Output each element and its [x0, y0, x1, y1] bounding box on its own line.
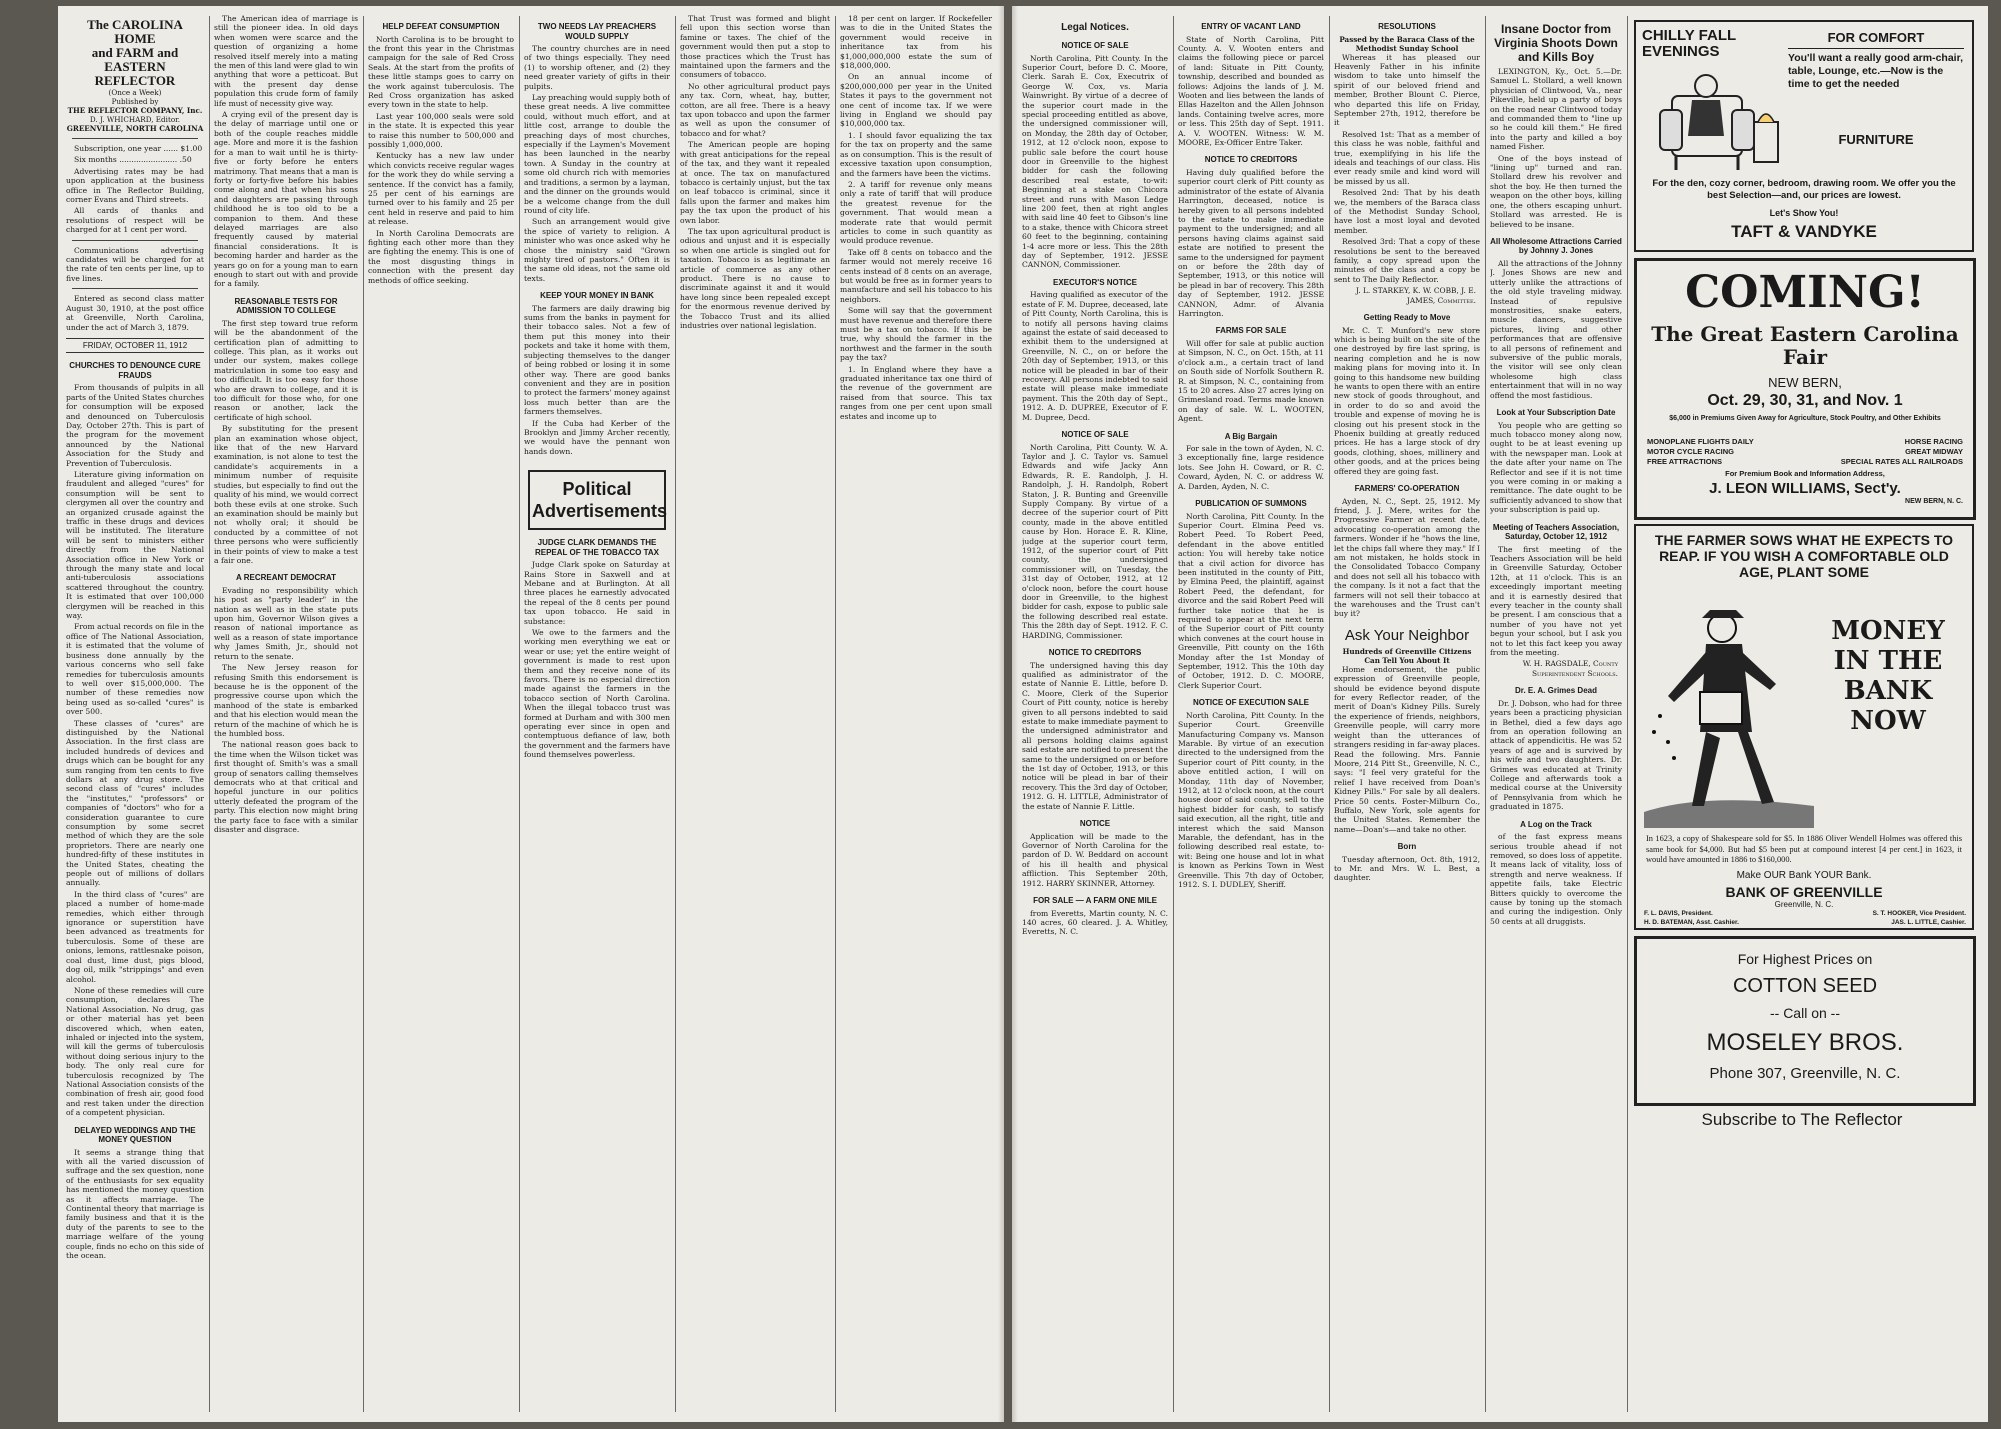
article-headline: A Log on the Track [1520, 819, 1592, 829]
article-headline: Meeting of Teachers Association, Saturday, October 12, 1912 [1492, 522, 1620, 542]
notice-text: North Carolina, Pitt County. In the Superior Court. Elmina Peed vs. Robert Peed. To Robert Peed, defendant in the above entitled action: You will hereby take notice that a civil action for divorce has been instituted in the county of Pitt, by Elmina Peed, the plaintiff, against Robert Peed, the defendant, for divorce and the said Robert Peed will further take notice that he is required to appear at the next term of the Superior court of Pitt county which convenes at the court house in Greenville, Pitt county on the 16th Monday after the 1st Monday of September, 1912. This the 10th day of October, 1912. D. C. MOORE, Clerk Superior Court. [1178, 511, 1324, 690]
article-paragraph: No other agricultural product pays any tax. Corn, wheat, hay, butter, cotton, are all free. There is a heavy tax upon tobacco and upon the farmer as well as upon the consumer of tobacco and for what? [680, 81, 830, 138]
notice-headline: ENTRY OF VACANT LAND [1201, 22, 1301, 31]
shakespeare-interest-copy: In 1623, a copy of Shakespeare sold for $5. In 1886 Oliver Wendell Holmes was offered this same book for $4,000. But had $5 been put at compound interest [4 per cent.] in 1623, it would have amounted in 1886 to $160,000. [1646, 834, 1962, 864]
notice-text: North Carolina, Pitt County. In the Superior Court, before D. C. Moore, Clerk. Sarah E. Cox, Executrix of George W. Cox, vs. Maria Wainwright. By virtue of a decree of the superior court made in the special proceeding entitled as above, the undersigned commissioner will, on Monday, the 28th day of October, 1912, at 12 o'clock noon, expose to public sale before the court house door in Greenville to the highest bidder for cash the following described real estate, to-wit: Beginning at a stake on Chicora street and runs with Mason Ledge line 200 feet, then at right angles with said line 40 feet to Gibson's line to a stake, thence with Chicora street 60 feet to the beginning, containing 1-4 acre more or less. This the 28th day of September, 1912. JESSE CANNON, Commissioner. [1022, 53, 1168, 270]
issue-date: FRIDAY, OCTOBER 11, 1912 [66, 338, 204, 353]
bank-name: BANK OF GREENVILLE [1725, 884, 1883, 900]
article-paragraph: From actual records on file in the office of The National Association, it is estimated that the volume of business done annually by the various concerns who sell fake remedies for tuberculosis amounts to well over $15,000,000. The number of these remedies now being used as so-called "cures" is over 500. [66, 622, 204, 717]
notice-headline: NOTICE TO CREDITORS [1204, 155, 1298, 165]
article-headline: Getting Ready to Move [1363, 313, 1451, 323]
notice-text: Application will be made to the Governor of North Carolina for the pardon of D. W. Beddard on account of his ill health and physical affliction. This September 20th, 1912. HARRY SKINNER, Attorney. [1022, 831, 1168, 888]
great-eastern-carolina-fair-ad [1634, 258, 1976, 520]
fair-name: The Great Eastern Carolina Fair [1651, 322, 1959, 369]
notice-headline: FARMS FOR SALE [1215, 326, 1287, 336]
armchair-illustration [1642, 66, 1782, 174]
notice-headline: FOR SALE — A FARM ONE MILE [1033, 896, 1157, 905]
bank-city: Greenville, N. C. [1774, 900, 1834, 909]
divider [72, 288, 198, 289]
article-headline: KEEP YOUR MONEY IN BANK [540, 291, 654, 301]
notice-headline: NOTICE TO CREDITORS [1048, 648, 1142, 658]
article-paragraph: Judge Clark spoke on Saturday at Rains Store in Saxwell and at Mebane and at Burlington. At all three places he earnestly advocated the repeal of the 8 cents per pound tax upon tobacco. He said in substance: [524, 560, 670, 626]
article-headline: DELAYED WEDDINGS AND THE MONEY QUESTION [74, 1125, 196, 1145]
article-headline: RESOLUTIONS [1378, 22, 1436, 31]
column-rule [209, 16, 210, 1412]
newspaper-page-left [58, 6, 1004, 1422]
article-subheadline: Passed by the Baraca Class of the Methodist Sunday School [1339, 34, 1475, 53]
article-paragraph: These classes of "cures" are distinguished by the National Association. In the first class are included hundreds of devices and drugs which can be bought for any sum ranging from ten cents to five dollars at any drug store. The second class of "cures" includes the "institutes," "professors" or companies of "doctors" who for a consideration guarantee to cure consumption by some secret method of which they are the sole proprietors. There are nearly one hundred-fifty of these institutes in the United States, cheating the people out of millions of dollars annually. [66, 718, 204, 888]
article-paragraph: In North Carolina Democrats are fighting each other more than they are fighting the enemy. This is one of the most disgusting things in connection with the present day methods of office seeking. [368, 228, 514, 285]
legal-column-1 [1022, 14, 1168, 1414]
masthead-publisher: THE REFLECTOR COMPANY, Inc. [67, 106, 203, 115]
column-rule [1329, 16, 1330, 1412]
article-paragraph: Some will say that the government must have revenue and therefore there must be a tax on tobacco. If this be true, why should the farmer in the northwest and the farmer in the south pay the tax? [840, 306, 992, 363]
six-months-rate: Six months ........................ .50 [74, 155, 192, 165]
masthead-location: GREENVILLE, NORTH CAROLINA [66, 124, 204, 133]
legal-notices-header: Legal Notices. [1061, 22, 1129, 33]
subscribe-to-reflector: Subscribe to The Reflector [1701, 1110, 1903, 1129]
article-paragraph: Kentucky has a new law under which convicts receive regular wages for the work they do while serving a sentence. If the convict has a family, 25 per cent of his earnings are turned over to his family and 25 per cent held in reserve and paid to him at release. [368, 151, 514, 227]
newspaper-page-right [1012, 6, 1988, 1422]
article-headline: Dr. E. A. Grimes Dead [1515, 686, 1597, 696]
column-3 [368, 14, 514, 1414]
article-paragraph: LEXINGTON, Ky., Oct. 5.—Dr. Samuel L. Stollard, a well known physician of Clintwood, Va., near Pikeville, held up a party of boys on the road near Clintwood today and commanded them to "line up so he could kill them." He fired into the party and killed a boy named Fisher. [1490, 67, 1622, 152]
article-headline: A RECREANT DEMOCRAT [236, 573, 336, 583]
article-paragraph: If the Cuba had Kerber of the Brooklyn and Jimmy Archer recently, we would have the pennant won hands down. [524, 418, 670, 456]
moseley-bros-cotton-seed-ad [1634, 936, 1976, 1106]
superintendent-signature: W. H. RAGSDALE, County Superintendent Schools. [1522, 659, 1618, 678]
masthead-title [66, 18, 204, 88]
article-paragraph: A crying evil of the present day is the delay of marriage until one or both of the couple reaches middle age. More and more it is the fashion for a man to wait until he is thirty-five or forty before he enters matrimony. That means that a man is forty or forty-five before his babies come along and that when his sons and daughters are passing through childhood he is too old to be a companion to them. And these delayed marriages are also frequently caused by material financial considerations. It is becoming harder and harder as the years go on for a young man to earn enough to start out with and provide for a family. [214, 110, 358, 289]
masthead-editor: D. J. WHICHARD, Editor. [89, 115, 181, 124]
fair-secretary-city: NEW BERN, N. C. [1905, 498, 1963, 505]
article-paragraph: Literature giving information on fraudulent and alleged "cures" for consumption will be sent to clergymen all over the country and an organized crusade against the traffic in these drugs and devices will be instituted. The literature will be sent to ministers either directly from the National Association office in New York or through the many state and local anti-tuberculosis associations scattered throughout the country. It is estimated that over 100,000 clergymen will be reached in this way. [66, 469, 204, 621]
article-headline: CHURCHES TO DENOUNCE CURE FRAUDS [69, 361, 201, 380]
article-paragraph: The New Jersey reason for refusing Smith this endorsement is because he is the opponent of the progressive course upon which the manhood of the state is embarked and that his election would mean the return of the machine of which he is the humbled boss. [214, 663, 358, 738]
fair-railroad-rates: SPECIAL RATES ALL RAILROADS [1840, 457, 1963, 466]
notice-headline: NOTICE OF SALE [1061, 41, 1129, 50]
article-headline: Ask Your Neighbor [1344, 626, 1470, 644]
legal-column-2 [1178, 14, 1324, 1414]
notice-text: from Everetts, Martin county, N. C. 140 acres, 60 cleared. J. A. Whitley, Everetts, N. C. [1022, 908, 1168, 937]
article-paragraph: Resolved 2nd: That by his death we, the members of the Baraca class of the Methodist Sunday School, have lost a most loyal and devoted member. [1334, 188, 1480, 235]
article-paragraph: The American idea of marriage is still the pioneer idea. In old days when women were scarce and the question of organizing a home resolved itself merely into a mating the men of this land were glad to win anything that wore a petticoat. But with the present day dense population this crude form of family life must of necessity give way. [214, 14, 358, 108]
coming-heading: COMING! [1685, 267, 1925, 318]
fair-dates: Oct. 29, 30, 31, and Nov. 1 [1707, 392, 1903, 409]
article-paragraph: of the fast express means serious trouble ahead if not removed, so does loss of appetite. It means lack of vitality, loss of strength and nerve weakness. If appetite fails, take Electric Bitters quickly to overcome the cause by toning up the stomach and curing the indigestion. Only 50 cents at all druggists. [1490, 832, 1622, 926]
column-rule [1173, 16, 1174, 1412]
entered-as-second-class: Entered as second class matter August 30, 1910, at the post office at Greenville, North Carolina, under the act of March 3, 1879. [66, 294, 204, 332]
column-rule [835, 16, 836, 1412]
article-paragraph: 1. In England where they have a graduated inheritance tax one third of the revenue of the government are raised from that source. This tax ranges from one per cent upon small estates and income up to [840, 364, 992, 421]
masthead-published-by: Published by [111, 97, 159, 106]
notice-headline: EXECUTOR'S NOTICE [1053, 277, 1137, 287]
article-paragraph: The first step toward true reform will be the abandonment of the certification plan of admitting to college. This plan, as it works out under our system, makes college matriculation in some too easy and too difficult. It is too easy for those who are drawn to college, and it is too difficult for those who, for one reason or another, lack the certificate of high school. [214, 318, 358, 422]
fair-premium-book: For Premium Book and Information Address, [1725, 469, 1885, 478]
article-paragraph: All the attractions of the Johnny J. Jones Shows are new and utterly unlike the attractions of the old style traveling midway. Instead of repulsive monstrosities, snake eaters, muscle dancers, suggestive pictures, living and other performances that are offensive to all persons of refinement and subversive of the public morals, the visitor will see only clean wholesome high class entertainment that will in no way offend the most fastidious. [1490, 258, 1622, 400]
taft-vandyke-name: TAFT & VANDYKE [1731, 222, 1877, 241]
notice-text: North Carolina, Pitt County. W. A. Taylor and J. C. Taylor vs. Samuel Edwards and wife Jacky Ann Edwards, R. E. Randolph, J. H. Randolph, J. H. Randolph, Robert Staton, J. R. Bunting and Greenville Supply Company. By virtue of a decree of the superior court of Pitt county, made in the above entitled cause by Hon. Horace E. R. Kline, judge at the superior court term, 1912, of the superior court of Pitt county, the undersigned commissioner will, on Tuesday, the 31st day of October, 1912, at 12 o'clock noon, before the court house door in Greenville, to the highest bidder for cash, expose to public sale the following described real estate. This the 28th day of Sept. 1912. F. C. HARDING, Commissioner. [1022, 442, 1168, 640]
article-paragraph: The farmers are daily drawing big sums from the banks in payment for their tobacco sales. Not a few of them put this money into their pockets and take it home with them, subjecting themselves to the danger of being robbed or losing it in some other way. There are good banks convenient and they are in position to protect the farmers' money against loss much better than are the farmers themselves. [524, 303, 670, 417]
article-headline: Look at Your Subscription Date [1496, 408, 1616, 417]
notice-headline: NOTICE OF EXECUTION SALE [1192, 698, 1309, 708]
notice-headline: A Big Bargain [1224, 431, 1278, 441]
notice-headline: NOTICE OF SALE [1061, 430, 1129, 440]
fair-flights: MONOPLANE FLIGHTS DAILY [1647, 437, 1754, 446]
article-paragraph: Ayden, N. C., Sept. 25, 1912. My friend, J. J. Mere, writes for the Progressive Farmer at recent date, advocating co-operation among the farmers. Wonder if he "hows the line, let the chips fall where they may." If I am not mistaken, he holds stock in the Consolidated Tobacco Company and does not sell all his tobacco with the company. Is it not a fact that the farmers will not sell their tobacco at the warehouses and the Trust can't buy it? [1334, 496, 1480, 619]
article-paragraph: Mr. C. T. Munford's new store which is being built on the site of the one destroyed by fire last spring, is nearing completion and he is now making plans for moving into it. In going to this handsome new building he wants to open there with an entire new stock of goods throughout, and in order to do so and avoid the trouble and expense of moving he is closing out his present stock in the Phoenix building at greatly reduced prices. He has a large stock of dry goods, clothing, shoes, millinery and other goods, and at the prices being offered they are going fast. [1334, 325, 1480, 476]
article-paragraph: One of the boys instead of "lining up" turned and ran. Stollard drew his revolver and shot the boy. He then turned the weapon on the other boys, killing one, the others escaping unhurt. Stollard was arrested. He is believed to be insane. [1490, 153, 1622, 229]
column-6 [840, 14, 992, 1414]
masthead-title-line-3: REFLECTOR [94, 73, 176, 88]
notice-text: The undersigned having this day qualified as administrator of the estate of Nannie E. Little, before D. C. Moore, Clerk of the Superior Court of Pitt county, notice is hereby given to all persons indebted to said estate to make immediate payment to the undersigned administrator and all persons holding claims against said estate are notified to present the same to the undersigned on or before the 1st day of October, 1913, or this notice will be plead in bar of their recovery. This the 3rd day of October, 1912. G. H. LITTLE, Administrator of the estate of Nannie F. Little. [1022, 660, 1168, 811]
article-paragraph: 18 per cent on larger. If Rockefeller was to die in the United States the government would receive in inheritance tax from his $1,000,000,000 estate the sum of $18,000,000. [840, 14, 992, 71]
bank-vice-president: S. T. HOOKER, Vice President. [1872, 910, 1966, 917]
lets-show-you-text: Let's Show You! [1769, 208, 1839, 218]
committee-signature: J. L. STARKEY, K. W. COBB, J. E. JAMES, Committee. [1355, 286, 1476, 305]
moseley-bros-name: MOSELEY BROS. [1706, 1029, 1904, 1056]
article-paragraph: The first meeting of the Teachers Association will be held in Greenville Saturday, October 12th, at 11 o'clock. This is an exceedingly important meeting and it is earnestly desired that every teacher in the county shall be present. I am conscious that a number of you have not yet begun your school, but I ask you not to let this fact keep you away from the meeting. [1490, 544, 1622, 658]
notice-text: Having qualified as executor of the estate of F. M. Dupree, deceased, late of Pitt County, North Carolina, this is to notify all persons having claims against the estate of said deceased to exhibit them to the undersigned at Greenville, N. C., on or before the 20th day of September, 1913, or this notice will be pleaded in bar of their recovery. All persons indebted to said estate will please make immediate payment. This the 20th day of Sept., 1912. A. D. DUPREE, Executor of F. M. Dupree, Decd. [1022, 290, 1168, 422]
fair-horse-racing: HORSE RACING [1904, 437, 1963, 446]
masthead-title-line-1: The CAROLINA HOME [87, 17, 183, 46]
article-headline: Born [1397, 842, 1417, 852]
column-rule [363, 16, 364, 1412]
fair-premiums: $6,000 in Premiums Given Away for Agriculture, Stock Poultry, and Other Exhibits [1669, 415, 1941, 422]
farmer-sows-headline: THE FARMER SOWS WHAT HE EXPECTS TO REAP. IF YOU WISH A COMFORTABLE OLD AGE, PLANT SOME [1654, 532, 1954, 580]
article-paragraph: The American people are hoping with great anticipations for the repeal of the tax, and they want it repealed at once. The tax on manufactured tobacco is certainly unjust, but the tax on leaf tobacco is criminal, since it falls upon the farmer and makes him pay the tax upon the product of his own labor. [680, 140, 830, 225]
article-paragraph: Whereas it has pleased our Heavenly Father in his infinite wisdom to take unto himself the spirit of our beloved friend and member, Brother Blount C. Pierce, who departed this life on Friday, September 27th, 1912, therefore be it [1334, 52, 1480, 128]
column-1 [66, 14, 204, 1414]
political-advertisements-heading: Political Advertisements [528, 470, 666, 530]
page-gutter-shadow [1012, 6, 1018, 1422]
article-paragraph: None of these remedies will cure consumption, declares The National Association. No drug, gas or other material has yet been discovered which, when eaten, inhaled or injected into the system, will kill the germs of tuberculosis without doing serious injury to the body. The only real cure for tuberculosis recognized by The National Association consists of the combination of fresh air, good food and rest taken under the direction of a competent physician. [66, 985, 204, 1118]
call-on-text: -- Call on -- [1769, 1005, 1840, 1021]
masthead-title-line-2: and FARM and EASTERN [91, 45, 179, 74]
bank-cashier: JAS. L. LITTLE, Cashier. [1891, 919, 1966, 926]
page-gutter-shadow [998, 6, 1004, 1422]
article-headline: FARMERS' CO-OPERATION [1354, 484, 1460, 494]
fair-free-attractions: FREE ATTRACTIONS [1647, 457, 1722, 466]
article-paragraph: Take off 8 cents on tobacco and the farmer would not merely receive 16 cents instead of 8 cents on an average, but would be free as in former years to manufacture and sell his tobacco to his neighbors. [840, 247, 992, 304]
den-ad-text: For the den, cozy corner, bedroom, drawing room. We offer you the best Selection—and, our prices are lowest. [1652, 178, 1956, 201]
furniture-heading: FURNITURE [1838, 132, 1914, 147]
article-paragraph: 2. A tariff for revenue only means only a rate of tariff that will produce the greatest revenue for the government. That would mean a moderate rate that would permit articles to come in such quantity as would produce revenue. [840, 179, 992, 246]
masthead-frequency: (Once a Week) [108, 88, 162, 97]
article-paragraph: In the third class of "cures" are placed a number of home-made remedies, which either through ignorance or superstition have been advanced as treatments for tuberculosis. Some of these are onions, lemons, rattlesnake poison, coal dust, lime dust, pigs blood, dog oil, milk "strippings" and even alcohol. [66, 889, 204, 984]
communications-rate: Communications advertising candidates will be charged for at the rate of ten cents per line, up to five lines. [66, 245, 204, 283]
bank-of-greenville-ad [1634, 524, 1974, 930]
advertising-rates: Advertising rates may be had upon application at the business office in The Reflector Building, corner Evans and Third streets. [66, 166, 204, 205]
article-paragraph: Dr. J. Dobson, who had for three years been a practicing physician in Bethel, died a few days ago from an operation following an attack of appendicitis. He was 52 years of age and is survived by his wife and two daughters. Dr. Grimes was educated at Trinity College and afterwards took a medical course at the University of Pennsylvania from which he graduated in 1875. [1490, 698, 1622, 812]
notice-headline: PUBLICATION OF SUMMONS [1195, 499, 1307, 509]
farmer-sowing-illustration [1644, 592, 1814, 828]
column-4 [524, 14, 670, 1414]
column-rule [675, 16, 676, 1412]
article-paragraph: The country churches are in need of two things especially. They need (1) to worship oftener, and (2) they need greater variety of gifts in their pulpits. [524, 44, 670, 91]
notice-text: Having duly qualified before the superior court clerk of Pitt county as administrator of the estate of Alvania Harrington, deceased, notice is hereby given to all persons indebted to the estate to make immediate payment to the undersigned; and all persons having claims against said estate are notified to present the same to the undersigned for payment on or before the 28th day of September, 1913, or this notice will be plead in bar of recovery. This 28th day of September, 1912. JESSE CANNON, Admr. of Alvania Harrington. [1178, 167, 1324, 318]
article-paragraph: Lay preaching would supply both of these great needs. A live committee could, without much effort, and at little cost, arrange to double the preaching days of most churches, especially if the Laymen's Movement has been launched in the nearby town. A Sunday in the country at some old church rich with memories and traditions, a sermon by a layman, and the dinner on the grounds would be a welcome change from the dull round of city life. [524, 93, 670, 215]
article-paragraph: Home endorsement, the public expression of Greenville people, should be evidence beyond dispute for every Reflector reader, of the merit of Doan's Kidney Pills. Surely the experience of friends, neighbors, Greenville people, will carry more weight than the utterances of strangers residing in far-away places. Read the following. Mrs. Fannie Moore, 214 Pitt St., Greenville, N. C., says: "I feel very grateful for the relief I have received from Doan's Kidney Pills." For sale by all dealers. Price 50 cents. Foster-Milburn Co., Buffalo, New York, sole agents for the United States. Remember the name—Doan's—and take no other. [1334, 664, 1480, 834]
column-5 [680, 14, 830, 1414]
article-paragraph: Such an arrangement would give the spice of variety to religion. A minister who was once asked why he chose the ministry said "Grown mighty tired of pastors." Often it is the same old ideas, not the same old texts. [524, 217, 670, 283]
column-rule [1627, 16, 1628, 1412]
notice-text: State of North Carolina, Pitt County. A. V. Wooten enters and claims the following piece or parcel of land: Situate in Pitt County, township, described and bounded as follows: Adjoins the lands of J. M. Wooten and lies between the lands of Ellas Hazelton and the Allen Johnson lands. Containing twelve acres, more or less. This 25th day of Sept. 1911. A. V. WOOTEN. Witness: W. M. MOORE, Ex-Officer Entre Taker. [1178, 34, 1324, 147]
article-paragraph: 1. I should favor equalizing the tax for the tax on property and the same as on consumption. This is the result of excessive taxation upon consumption, and the farmers have been the victims. [840, 130, 992, 178]
highest-prices-text: For Highest Prices on [1737, 951, 1873, 967]
article-paragraph: Resolved 3rd: That a copy of these resolutions be sent to the bereaved family, a copy spread upon the minutes of the class and a copy be sent to The Daily Reflector. [1334, 237, 1480, 284]
bank-president: F. L. DAVIS, President. [1644, 910, 1713, 917]
article-paragraph: North Carolina is to be brought to the front this year in the Christmas campaign for the sale of Red Cross Seals. At the start from the profits of these little stamps goes to carry on the work against tuberculosis. The Red Cross organization has asked every town in the state to help. [368, 34, 514, 110]
article-paragraph: Evading no responsibility which his post as "party leader" in the nation as well as in the state puts upon him, Governor Wilson gives a reason of national importance as well as a reason of state importance why James Smith, Jr., should not return to the senate. [214, 585, 358, 661]
divider [72, 240, 198, 241]
news-column-3 [1334, 14, 1480, 1414]
article-headline: Insane Doctor from Virginia Shoots Down and Kills Boy [1494, 22, 1618, 64]
article-subheadline: Hundreds of Greenville Citizens Can Tell You About It [1342, 646, 1472, 665]
column-2 [214, 14, 358, 1414]
subscription-rate: Subscription, one year ...... $1.00 [74, 144, 203, 153]
cotton-seed-text: COTTON SEED [1732, 975, 1878, 997]
article-paragraph: By substituting for the present plan an examination whose object, like that of the new Harvard examination, is not alone to test the candidate's acquirements in a minimum number of requisite studies, but especially to find out the quality of his mind, we would correct both these evils at one stroke. Such an examination should be mainly but not wholly oral; it should be conducted by a committee of not three persons who were sufficiently in their points of view to make a test a fair one. [214, 424, 358, 565]
article-paragraph: The national reason goes back to the time when the Wilson ticket was first thought of. Smith's was a small group of senators calling themselves democrats who at that critical and hopeful juncture in our politics utterly defeated the program of the party. This election now might bring the party face to face with a similar disaster and disgrace. [214, 740, 358, 834]
article-paragraph: Resolved 1st: That as a member of this class he was noble, faithful and true, exemplifying in his life the ideals and teachings of our class. His ever ready smile and kind word will be missed by us all. [1334, 129, 1480, 186]
for-comfort-heading: FOR COMFORT [1788, 30, 1964, 49]
news-column-4 [1490, 14, 1622, 1414]
chilly-evenings-heading: CHILLY FALL EVENINGS [1642, 27, 1736, 60]
notice-text: For sale in the town of Ayden, N. C. 3 exceptionally fine, large residence lots. See John H. Coward, or R. C. Coward, Ayden, N. C. or address W. A. Darden, Ayden, N. C. [1178, 444, 1324, 491]
taft-vandyke-furniture-ad [1634, 20, 1974, 252]
article-headline: REASONABLE TESTS FOR ADMISSION TO COLLEGE [234, 296, 338, 316]
article-paragraph: You people who are getting so much tobacco money along now, ought to be at least evening up with the newspaper man. Look at the date after your name on The Reflector and see if it is not time you were coming in or making a remittance. The date ought to be sufficiently advanced to show that your subscription is paid up. [1490, 420, 1622, 515]
moseley-bros-phone: Phone 307, Greenville, N. C. [1709, 1065, 1901, 1082]
notice-text: Will offer for sale at public auction at Simpson, N. C., on Oct. 15th, at 11 o'clock a.m., a certain tract of land on South side of Norfolk Southern R. R. at Simpson, N. C., containing from 15 to 20 acres. Also 27 acres lying on Grimesland road. Terms made known on day of sale. W. L. WOOTEN, Agent. [1178, 338, 1324, 424]
article-paragraph: Tuesday afternoon, Oct. 8th, 1912, to Mr. and Mrs. W. L. Best, a daughter. [1334, 854, 1480, 883]
fair-secretary: J. LEON WILLIAMS, Sect'y. [1709, 480, 1901, 497]
article-headline: HELP DEFEAT CONSUMPTION [382, 22, 500, 31]
article-paragraph: On an annual income of $200,000,000 per year in the United States it pays to the government not one cent of income tax. If we were living in England we should pay $10,000,000 tax. [840, 72, 992, 129]
fair-city: NEW BERN, [1768, 375, 1842, 390]
bank-asst-cashier: H. D. BATEMAN, Asst. Cashier. [1644, 919, 1739, 926]
article-paragraph: Last year 100,000 seals were sold in the state. It is expected this year to raise this number to 500,000 and possibly 1,000,000. [368, 111, 514, 149]
article-paragraph: We owe to the farmers and the working men everything we eat or wear or use; yet the entire weight of government is made to rest upon them and they receive none of its favors. There is no especial direction made against the farmers in the tobacco section of North Carolina. When the illegal tobacco trust was formed at Durham and with 300 men operating ever since in open and contemptuous defiance of law, both the government and the farmers have found themselves powerless. [524, 628, 670, 760]
article-paragraph: That Trust was formed and blight fell upon this section worse than famine or taxes. The chief of the government would then put a stop to those practices which the Trust has maintained upon the farmers and the consumers of tobacco. [680, 14, 830, 80]
notice-text: North Carolina, Pitt County. In the Superior Court. Greenville Manufacturing Company vs. Manson Marable. By virtue of an execution directed to the undersigned from the Superior court of Pitt county, in the above entitled action, I will on Monday, 11th day of November, 1912, at 12 o'clock noon, at the court house door of said county, sell to the highest bidder for cash, to satisfy said execution, all the right, title and interest which the said Manson Marable, the defendant, has in the following described real estate, to-wit: Being one house and lot in what is known as Perkins Town in West Greenville. This 7th day of October, 1912. S. I. DUDLEY, Sheriff. [1178, 710, 1324, 890]
article-headline: TWO NEEDS LAY PREACHERS WOULD SUPPLY [537, 22, 657, 41]
notices-rate: All cards of thanks and resolutions of respect will be charged for at 1 cent per word. [66, 206, 204, 235]
article-headline: JUDGE CLARK DEMANDS THE REPEAL OF THE TOBACCO TAX [534, 538, 659, 557]
fair-midway: GREAT MIDWAY [1905, 447, 1963, 456]
money-in-the-bank-headline: MONEY IN THE BANK NOW [1831, 616, 1945, 736]
notice-headline: NOTICE [1079, 819, 1111, 829]
column-rule [519, 16, 520, 1412]
article-paragraph: The tax upon agricultural product is odious and unjust and it is especially so when one article is singled out for taxation. Tobacco is as legitimate an article of commerce as any other product. There is no cause to discriminate against it and it would have long since been repealed except for the enormous revenue derived by the Tobacco Trust and its allied industries over national legislation. [680, 226, 830, 330]
fair-motor-racing: MOTOR CYCLE RACING [1647, 447, 1734, 456]
article-paragraph: From thousands of pulpits in all parts of the United States churches for consumption will be exposed and denounced on Tuberculosis Day, October 27th. This is part of the program for the movement announced by the National Association for the Study and Prevention of Tuberculosis. [66, 383, 204, 468]
article-headline: All Wholesome Attractions Carried by Johnny J. Jones [1490, 236, 1622, 256]
bank-call-to-action: Make OUR Bank YOUR Bank. [1736, 870, 1872, 881]
article-paragraph: It seems a strange thing that with all the varied discussion of suffrage and the sex question, none of the enthusiasts for sex equality has mentioned the money question as it affects marriage. The Continental theory that marriage is family business and that it is the duty of the parents to see to the marriage welfare of the young couple, finds no echo on this side of the ocean. [66, 1147, 204, 1261]
comfort-ad-text: You'll want a really good arm-chair, table, Lounge, etc.—Now is the time to get the needed [1788, 52, 1964, 90]
column-rule [1485, 16, 1486, 1412]
divider [72, 138, 198, 139]
